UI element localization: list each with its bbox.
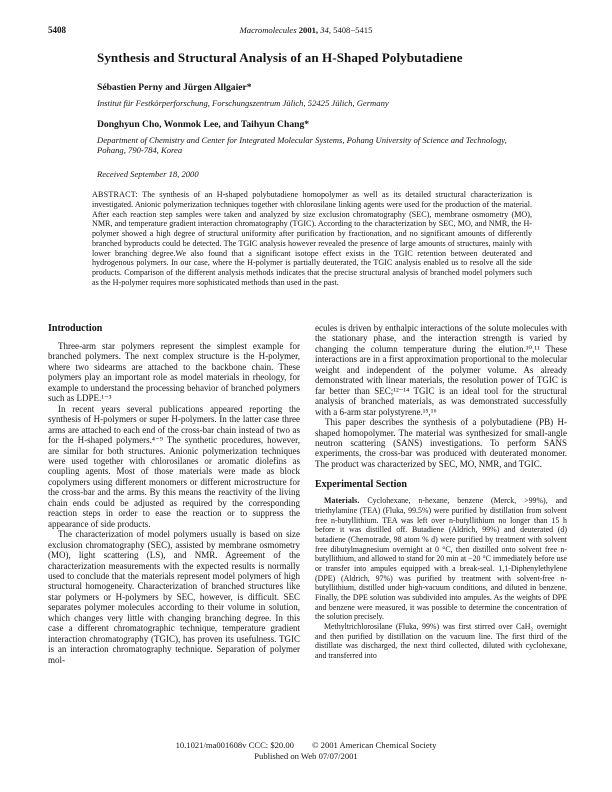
citation-pages: 5408−5415	[333, 25, 373, 35]
section-heading-experimental: Experimental Section	[315, 479, 407, 491]
experimental-paragraph-2: Methyltrichlorosilane (Fluka, 99%) was first stirred over CaH₂ overnight and then purified by distillation on the vacuum line. The first third of the distillate was discharged, the next third collected, diluted with cyclohexane, and transferred into	[315, 621, 567, 660]
introduction-paragraph-2: In recent years several publications appeared reporting the synthesis of H-polymers or super H-polymers. In the latter case three arms are attached to each end of the cross-bar chain instead of two as for the H-shaped polymers.⁴⁻⁹ The synthetic procedures, however, are similar for both structures. Anionic polymerization techniques were used together with chlorosilanes or aromatic diolefins as coupling agents. Most of those materials were made as block copolymers using different monomers or different microstructure for the cross-bar and the arms. By this means the reactivity of the living chain ends could be adjusted as required by the corresponding reaction steps in order to ease the reaction or to suppress the appearance of side products.	[48, 403, 300, 529]
citation-year: 2001,	[298, 25, 319, 35]
section-heading-introduction: Introduction	[48, 323, 103, 334]
running-head	[48, 25, 564, 37]
journal-name: Macromolecules	[239, 25, 297, 35]
received-date: Received September 18, 2000	[97, 168, 199, 179]
copyright-text: © 2001 American Chemical Society	[311, 740, 437, 750]
author-names-group-2: Donghyun Cho, Wonmok Lee, and Taihyun Chang*	[97, 118, 310, 130]
introduction-paragraph-1: Three-arm star polymers represent the simplest example for branched polymers. The next complex structure is the H-polymer, where two sidearms are attached to the backbone chain. These polymers play an important role as model materials in rheology, for example to understand the processing behavior of branched polymers such as LDPE.¹⁻³	[48, 341, 300, 404]
doi-copyright-line	[0, 740, 612, 751]
abstract-text: The synthesis of an H-shaped polybutadiene homopolymer as well as its detailed structural characterization is investigated. Anionic polymerization techniques together with chlorosilane linking agents were used for the production of the material. After each reaction step samples were taken and analyzed by size exclusion chromatography (SEC), membrane osmometry (MO), NMR, and temperature gradient interaction chromatography (TGIC). According to the characterization by SEC, MO, and NMR, the H-polymer showed a high degree of structural uniformity after purification by fractionation, and no significant amounts of differently branched byproducts could be detected. The TGIC analysis however revealed the presence of large amounts of structures, mainly with lower branching degree.We also found that a significant isotope effect exists in the TGIC retention between deuterated and hydrogenous polymers. In our case, where the H-polymer is partially deuterated, the TGIC analysis enabled us to resolve all the side products. Comparison of the different analysis methods indicates that the precise structural analysis of branched model polymers such as the H-polymer requires more sophisticated methods than used in the past.	[92, 190, 532, 287]
introduction-paragraph-3: The characterization of model polymers usually is based on size exclusion chromatography (SEC), assisted by membrane osmometry (MO), light scattering (LS), and NMR. Agreement of the characterization measurements with the expected results is normally used to conclude that the materials represent model polymers of high structural homogeneity. Characterization of branched structures like star polymers or H-polymers by SEC, however, is difficult. SEC separates polymer molecules according to their volume in solution, which changes very little with changing branching degree. In this case a different chromatographic technique, temperature gradient interaction chromatography (TGIC), has proven its usefulness. TGIC is an interaction chromatography technique. Separation of polymer mol-	[48, 529, 300, 665]
abstract-label: ABSTRACT:	[92, 190, 138, 199]
introduction-paragraph-4: This paper describes the synthesis of a polybutadiene (PB) H-shaped homopolymer. The material was synthesized for small-angle neutron scattering (SANS) investigations. To perform SANS experiments, the cross-bar was produced with deuterated monomer. The product was characterized by SEC, MO, NMR, and TGIC.	[315, 417, 567, 469]
page-footer	[0, 740, 612, 761]
abstract	[92, 190, 532, 288]
column-left	[48, 323, 300, 665]
journal-citation	[48, 25, 564, 35]
doi-ccc-text: 10.1021/ma001608v CCC: $20.00	[175, 740, 294, 750]
author-affiliation-group-1: Institut für Festkörperforschung, Forschungszentrum Jülich, 52425 Jülich, Germany	[97, 98, 389, 108]
page-number: 5408	[48, 25, 66, 35]
citation-volume: 34,	[320, 25, 331, 35]
materials-text: Cyclohexane, n-hexane, benzene (Merck, >99%), and triethylamine (TEA) (Fluka, 99.5%) were purified by distillation from solvent free n-butyllithium. TEA was left over n-butyllithium no longer than 15 h before it was distilled off. Butadiene (Aldrich, 99%) and deuterated (d) butadiene (Chemotrade, 98 atom % d) were purified by treatment with solvent free dibutylmagnesium overnight at 0 °C, then distilled onto solvent free n-butyllithium, and allowed to stand for 20 min at −20 °C immediately before use or transfer into ampules equipped with a break-seal. 1,1-Diphenylethylene (DPE) (Aldrich, 97%) was purified by treatment with solvent-free n-butyllithium, distilled under high-vacuum conditions, and diluted in benzene. Finally, the DPE solution was subdivided into ampules. As the weights of DPE and benzene were measured, it was possible to determine the concentration of the solution precisely.	[315, 496, 567, 622]
author-names-group-1: Sébastien Perny and Jürgen Allgaier*	[97, 82, 252, 93]
experimental-materials-paragraph	[315, 496, 567, 622]
article-title: Synthesis and Structural Analysis of an H-Shaped Polybutadiene	[97, 50, 463, 65]
front-matter	[97, 50, 533, 187]
author-affiliation-group-2: Department of Chemistry and Center for Integrated Molecular Systems, Pohang University of Science and Technology, Pohang, 790-784, Korea	[97, 134, 507, 156]
introduction-paragraph-3-continuation: ecules is driven by enthalpic interactions of the solute molecules with the stationary phase, and the interaction strength is varied by changing the column temperature during the elution.¹⁰,¹¹ These interactions are in a first approximation proportional to the molecular weight and independent of the polymer volume. As already demonstrated with linear materials, the resolution power of TGIC is far better than SEC;¹²⁻¹⁴ TGIC is an ideal tool for the structural analysis of branched materials, as was demonstrated successfully with a 6-arm star polystyrene.¹⁵,¹⁶	[315, 323, 567, 417]
column-right	[315, 323, 567, 665]
published-line: Published on Web 07/07/2001	[254, 750, 358, 761]
two-column-body	[48, 323, 568, 665]
materials-lead-in: Materials.	[324, 496, 360, 506]
